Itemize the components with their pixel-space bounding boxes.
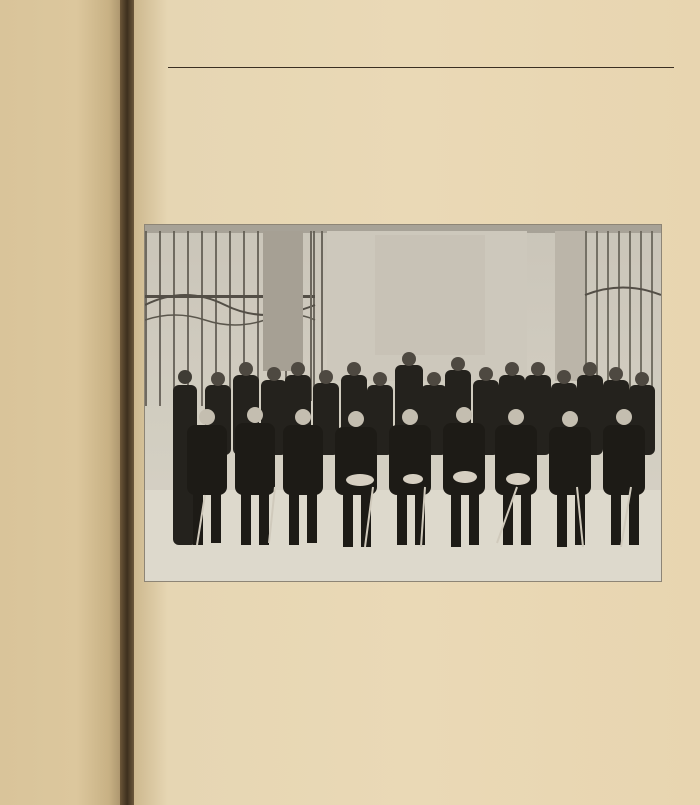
running-head [168, 44, 678, 66]
header-rule [168, 67, 674, 68]
right-page [134, 0, 700, 805]
group-photograph [144, 224, 662, 582]
left-running-head [10, 2, 128, 27]
left-page-text [0, 28, 128, 35]
photograph-image [145, 225, 661, 581]
left-page [0, 0, 128, 805]
